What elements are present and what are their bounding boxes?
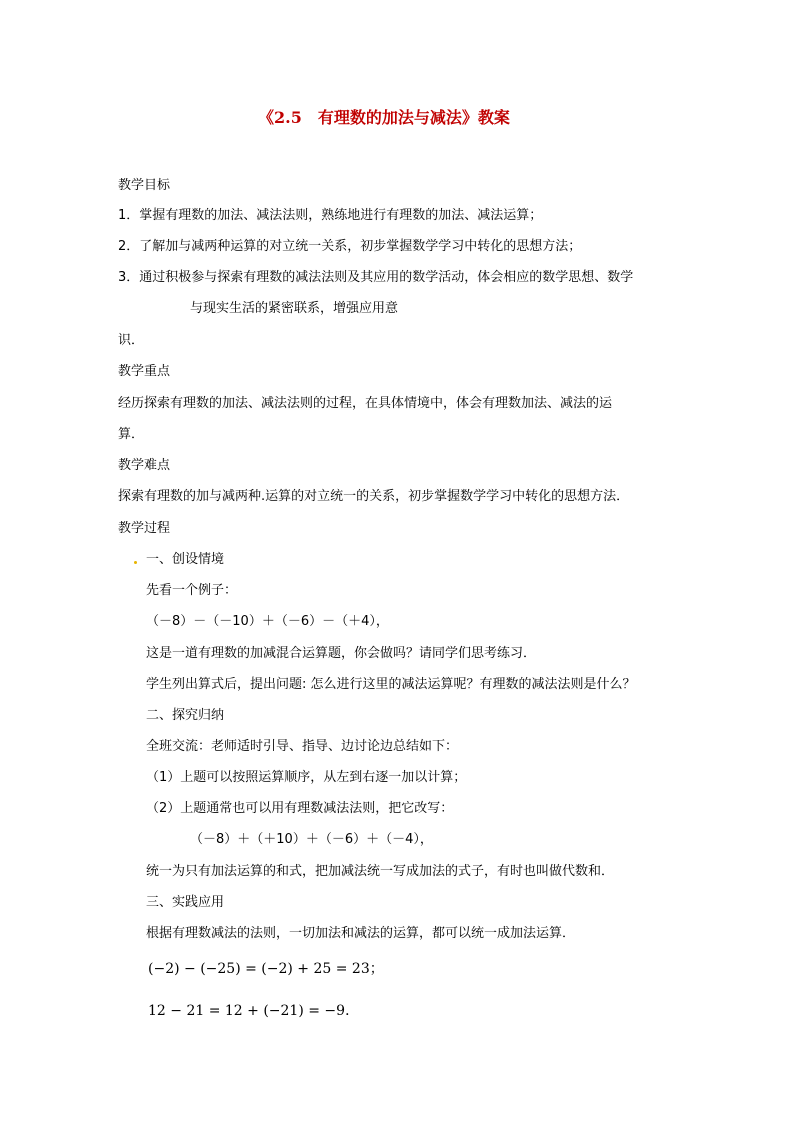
formula-2: 12 − 21 = 12 + (−21) = −9． <box>148 1003 360 1019</box>
difficulty-heading: 教学难点 <box>118 458 171 473</box>
unify-text: 统一为只有加法运算的和式，把加减法统一写成加法的式子，有时也叫做代数和． <box>146 864 615 879</box>
difficulty-text: 探索有理数的加与减两种.运算的对立统一的关系，初步掌握数学学习中转化的思想方法． <box>118 489 630 504</box>
objectives-heading: 教学目标 <box>118 178 171 193</box>
bullet-mark <box>134 561 137 564</box>
rule-text: 根据有理数减法的法则，一切加法和减法的运算，都可以统一成加法运算． <box>146 926 576 941</box>
key-points-line-2: 算． <box>118 427 145 442</box>
formula-1: (−2) − (−25) = (−2) + 25 = 23； <box>148 961 384 977</box>
objective-3-line-1: 3．通过积极参与探索有理数的减法法则及其应用的数学活动，体会相应的数学思想、数学 <box>118 270 634 285</box>
key-points-heading: 教学重点 <box>118 364 171 379</box>
student-question: 学生列出算式后，提出问题: 怎么进行这里的减法运算呢？有理数的减法法则是什么？ <box>146 677 636 692</box>
objective-3-line-2: 与现实生活的紧密联系，增强应用意 <box>190 301 399 316</box>
rewritten-expression: （－8）＋（＋10）＋（－6）＋（－4）， <box>190 832 433 847</box>
example-question: 这是一道有理数的加减混合运算题，你会做吗？请同学们思考练习． <box>146 646 537 661</box>
key-points-line-1: 经历探索有理数的加法、减法法则的过程，在具体情境中，体会有理数加法、减法的运 <box>118 396 613 411</box>
discussion-intro: 全班交流：老师适时引导、指导、边讨论边总结如下： <box>146 739 459 754</box>
objective-1: 1．掌握有理数的加法、减法法则，熟练地进行有理数的加法、减法运算； <box>118 208 543 223</box>
section-3-heading: 三、实践应用 <box>146 895 225 910</box>
section-2-heading: 二、探究归纳 <box>146 708 225 723</box>
method-1: （1）上题可以按照运算顺序，从左到右逐一加以计算； <box>146 770 467 785</box>
section-1-heading: 一、创设情境 <box>146 552 225 567</box>
method-2: （2）上题通常也可以用有理数减法法则，把它改写： <box>146 801 454 816</box>
objective-2: 2．了解加与减两种运算的对立统一关系，初步掌握数学学习中转化的思想方法； <box>118 239 582 254</box>
process-heading: 教学过程 <box>118 521 171 536</box>
document-title: 《2.5 有理数的加法与减法》教案 <box>258 108 510 127</box>
example-expression: （－8）－（－10）＋（－6）－（＋4）， <box>146 614 389 629</box>
example-intro: 先看一个例子： <box>146 583 238 598</box>
objective-3-line-3: 识． <box>118 333 145 348</box>
